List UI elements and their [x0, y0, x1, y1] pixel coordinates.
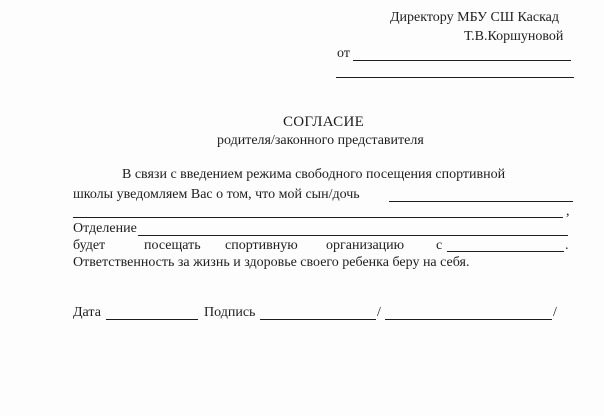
date-blank-line [106, 319, 198, 320]
department-blank-line [138, 235, 568, 236]
body-line-1: В связи с введением режима свободного посещения спортивной [122, 167, 506, 182]
period-mark: . [565, 238, 569, 253]
child-name-blank-line-2 [73, 217, 563, 218]
body-word-attend: посещать [144, 238, 201, 253]
date-label: Дата [73, 305, 101, 320]
signature-slash-2: / [553, 305, 557, 320]
from-label: от [337, 46, 350, 61]
from-name-blank-line [353, 60, 571, 61]
body-word-organization: организацию [326, 238, 405, 253]
body-word-from: с [436, 238, 443, 253]
document-title: СОГЛАСИЕ [283, 114, 365, 130]
signature-blank-line [260, 319, 376, 320]
from-name-blank-line-2 [336, 77, 574, 78]
body-word-will: будет [73, 238, 106, 253]
body-word-sports: спортивную [225, 238, 298, 253]
body-line-2: школы уведомляем Вас о том, что мой сын/дочь [73, 187, 360, 202]
start-date-blank-line [447, 251, 564, 252]
signature-label: Подпись [204, 305, 256, 320]
body-line-6: Ответственность за жизнь и здоровье своего ребенка беру на себя. [73, 255, 470, 270]
signature-slash-1: / [377, 305, 381, 320]
document-subtitle: родителя/законного представителя [217, 133, 424, 148]
signature-name-blank-line [385, 319, 552, 320]
department-label: Отделение [73, 221, 137, 236]
child-name-blank-line [389, 201, 573, 202]
addressee-line-1: Директору МБУ СШ Каскад [390, 10, 559, 25]
addressee-line-2: Т.В.Коршуновой [464, 29, 564, 44]
comma-mark: , [566, 204, 570, 219]
